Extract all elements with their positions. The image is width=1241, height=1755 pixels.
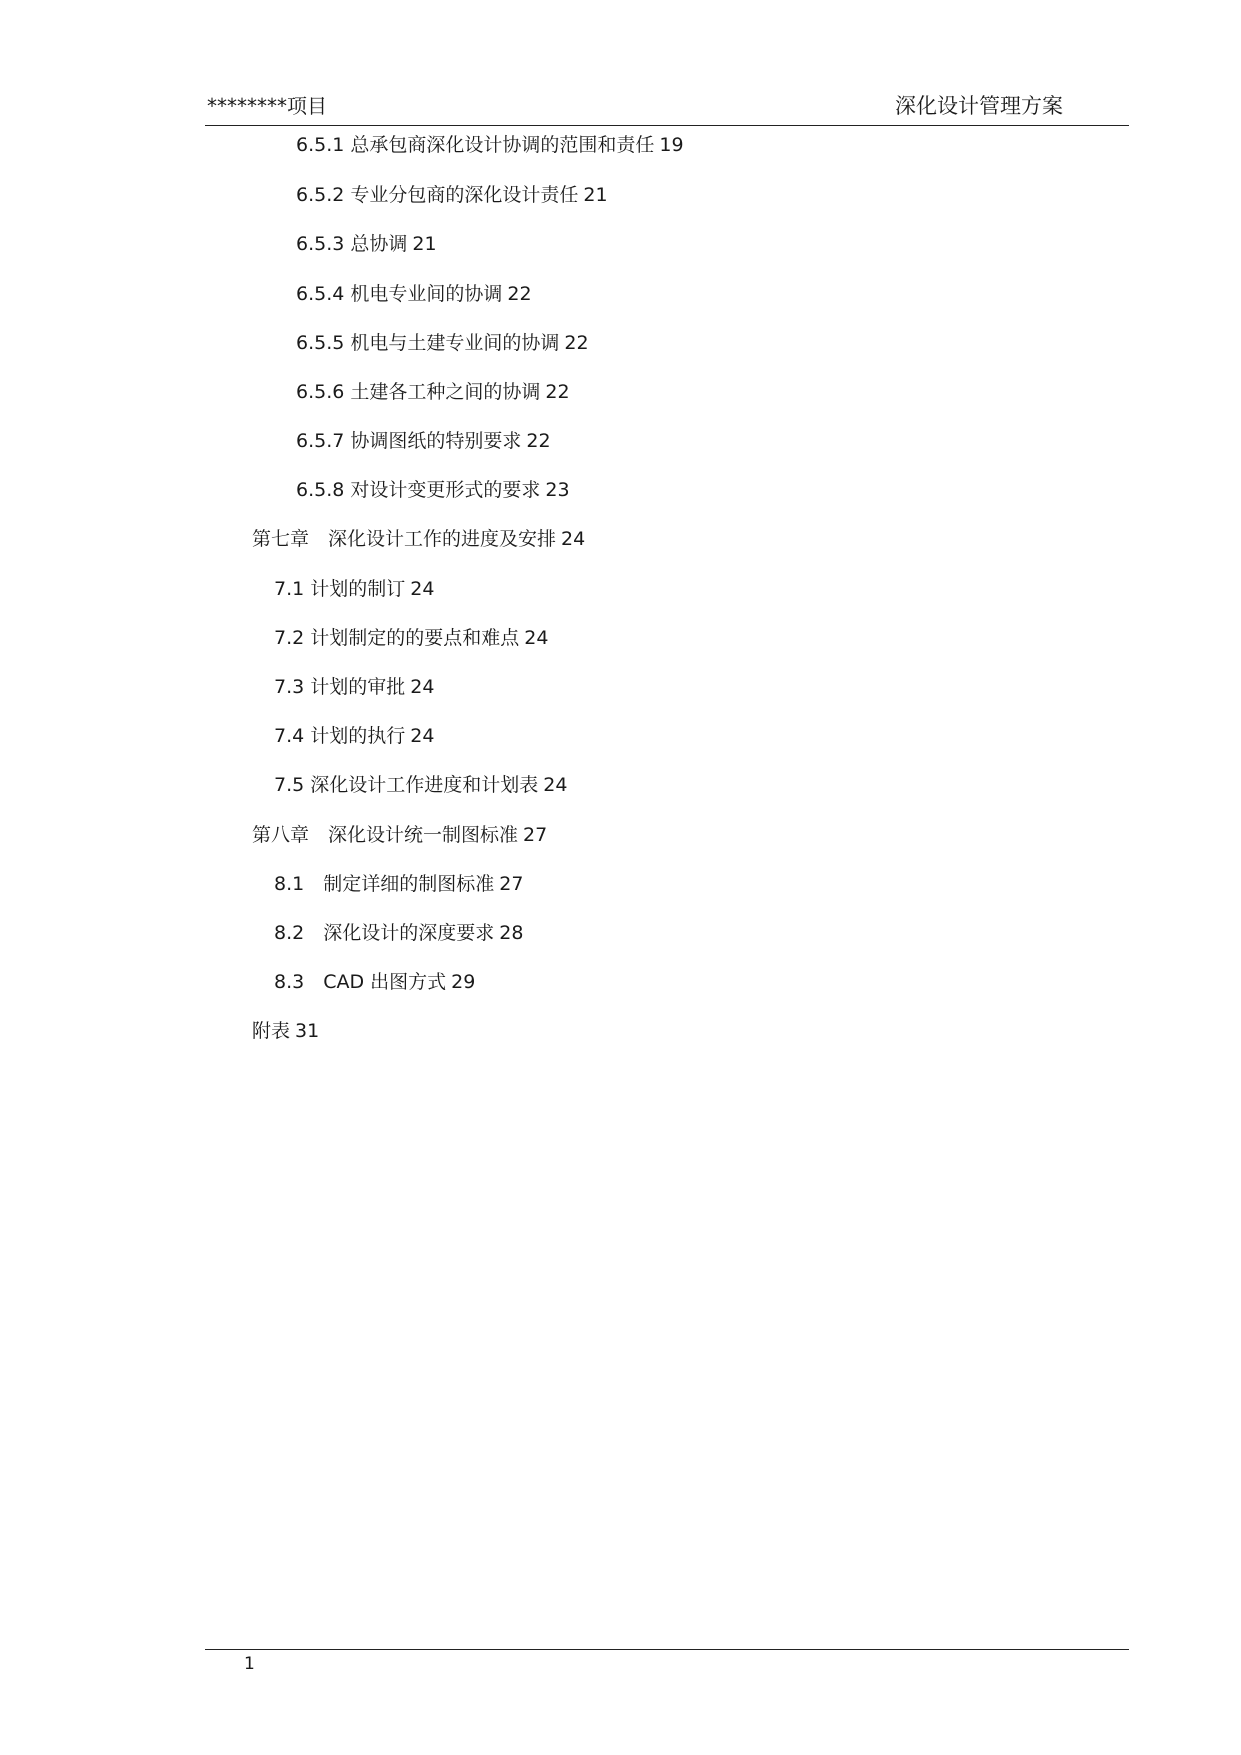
toc-entry-title: 对设计变更形式的要求: [350, 479, 541, 501]
toc-entry-page: 22: [526, 430, 551, 452]
toc-entry-title: 计划的制订: [310, 578, 406, 600]
toc-entry-page: 22: [545, 381, 570, 403]
toc-entry-number: 7.5: [274, 774, 311, 796]
toc-entry-page: 24: [410, 676, 435, 698]
toc-entry-number: 6.5.6: [296, 381, 351, 403]
toc-entry-number: 6.5.5: [296, 332, 351, 354]
toc-entry-title: 总承包商深化设计协调的范围和责任: [350, 134, 655, 156]
toc-entry-number: 8.3: [274, 971, 324, 993]
toc-entry-number: 7.1: [274, 578, 311, 600]
toc-entry-title: 专业分包商的深化设计责任: [350, 184, 579, 206]
toc-entry-page: 24: [543, 774, 568, 796]
toc-entry-page: 28: [499, 922, 524, 944]
toc-entry-title: 深化设计统一制图标准: [328, 824, 519, 846]
toc-entry-page: 27: [523, 824, 548, 846]
toc-entry-number: 第七章: [252, 528, 329, 550]
toc-entry-number: 7.2: [274, 627, 311, 649]
toc-entry-page: 22: [564, 332, 589, 354]
toc-entry-number: 7.4: [274, 725, 311, 747]
toc-entry-number: 6.5.2: [296, 184, 351, 206]
toc-entry-page: 24: [410, 578, 435, 600]
toc-entry-title: 协调图纸的特别要求: [350, 430, 522, 452]
header-document-title: 深化设计管理方案: [895, 94, 1063, 118]
toc-entry-page: 19: [659, 134, 684, 156]
page-header: [205, 86, 1129, 126]
toc-entry-title: 计划的审批: [310, 676, 406, 698]
toc-entry-number: 6.5.4: [296, 283, 351, 305]
toc-entry-title: 深化设计工作的进度及安排: [328, 528, 557, 550]
footer-divider: [205, 1649, 1129, 1650]
page-number: 1: [244, 1654, 255, 1674]
toc-entry-number: 6.5.3: [296, 233, 351, 255]
toc-entry-page: 29: [451, 971, 476, 993]
header-divider: [205, 125, 1129, 126]
toc-entry-number: 6.5.8: [296, 479, 351, 501]
toc-entry-number: 6.5.7: [296, 430, 351, 452]
toc-entry-page: 22: [507, 283, 532, 305]
toc-entry-page: 21: [583, 184, 608, 206]
toc-entry-number: 8.1: [274, 873, 324, 895]
toc-entry-title: 机电与土建专业间的协调: [350, 332, 560, 354]
toc-entry-page: 23: [545, 479, 570, 501]
toc-entry-page: 24: [524, 627, 549, 649]
toc-entry-title: 计划的执行: [310, 725, 406, 747]
toc-entry-title: 附表: [252, 1020, 291, 1042]
toc-entry-number: 6.5.1: [296, 134, 351, 156]
toc-entry-title: 制定详细的制图标准: [323, 873, 495, 895]
toc-entry-title: CAD 出图方式: [323, 971, 447, 993]
toc-entry-number: 8.2: [274, 922, 324, 944]
toc-entry-title: 深化设计工作进度和计划表: [310, 774, 539, 796]
header-project-name: ********项目: [207, 94, 327, 118]
toc-entry-page: 24: [410, 725, 435, 747]
toc-entry-page: 27: [499, 873, 524, 895]
toc-entry-title: 总协调: [350, 233, 408, 255]
toc-entry-page: 21: [412, 233, 437, 255]
toc-entry-title: 机电专业间的协调: [350, 283, 503, 305]
toc-entry-title: 计划制定的的要点和难点: [310, 627, 520, 649]
toc-entry-page: 31: [295, 1020, 320, 1042]
toc-entry-number: 第八章: [252, 824, 329, 846]
toc-entry-title: 深化设计的深度要求: [323, 922, 495, 944]
toc-entry-title: 土建各工种之间的协调: [350, 381, 541, 403]
toc-entry-number: 7.3: [274, 676, 311, 698]
toc-entry-page: 24: [561, 528, 586, 550]
